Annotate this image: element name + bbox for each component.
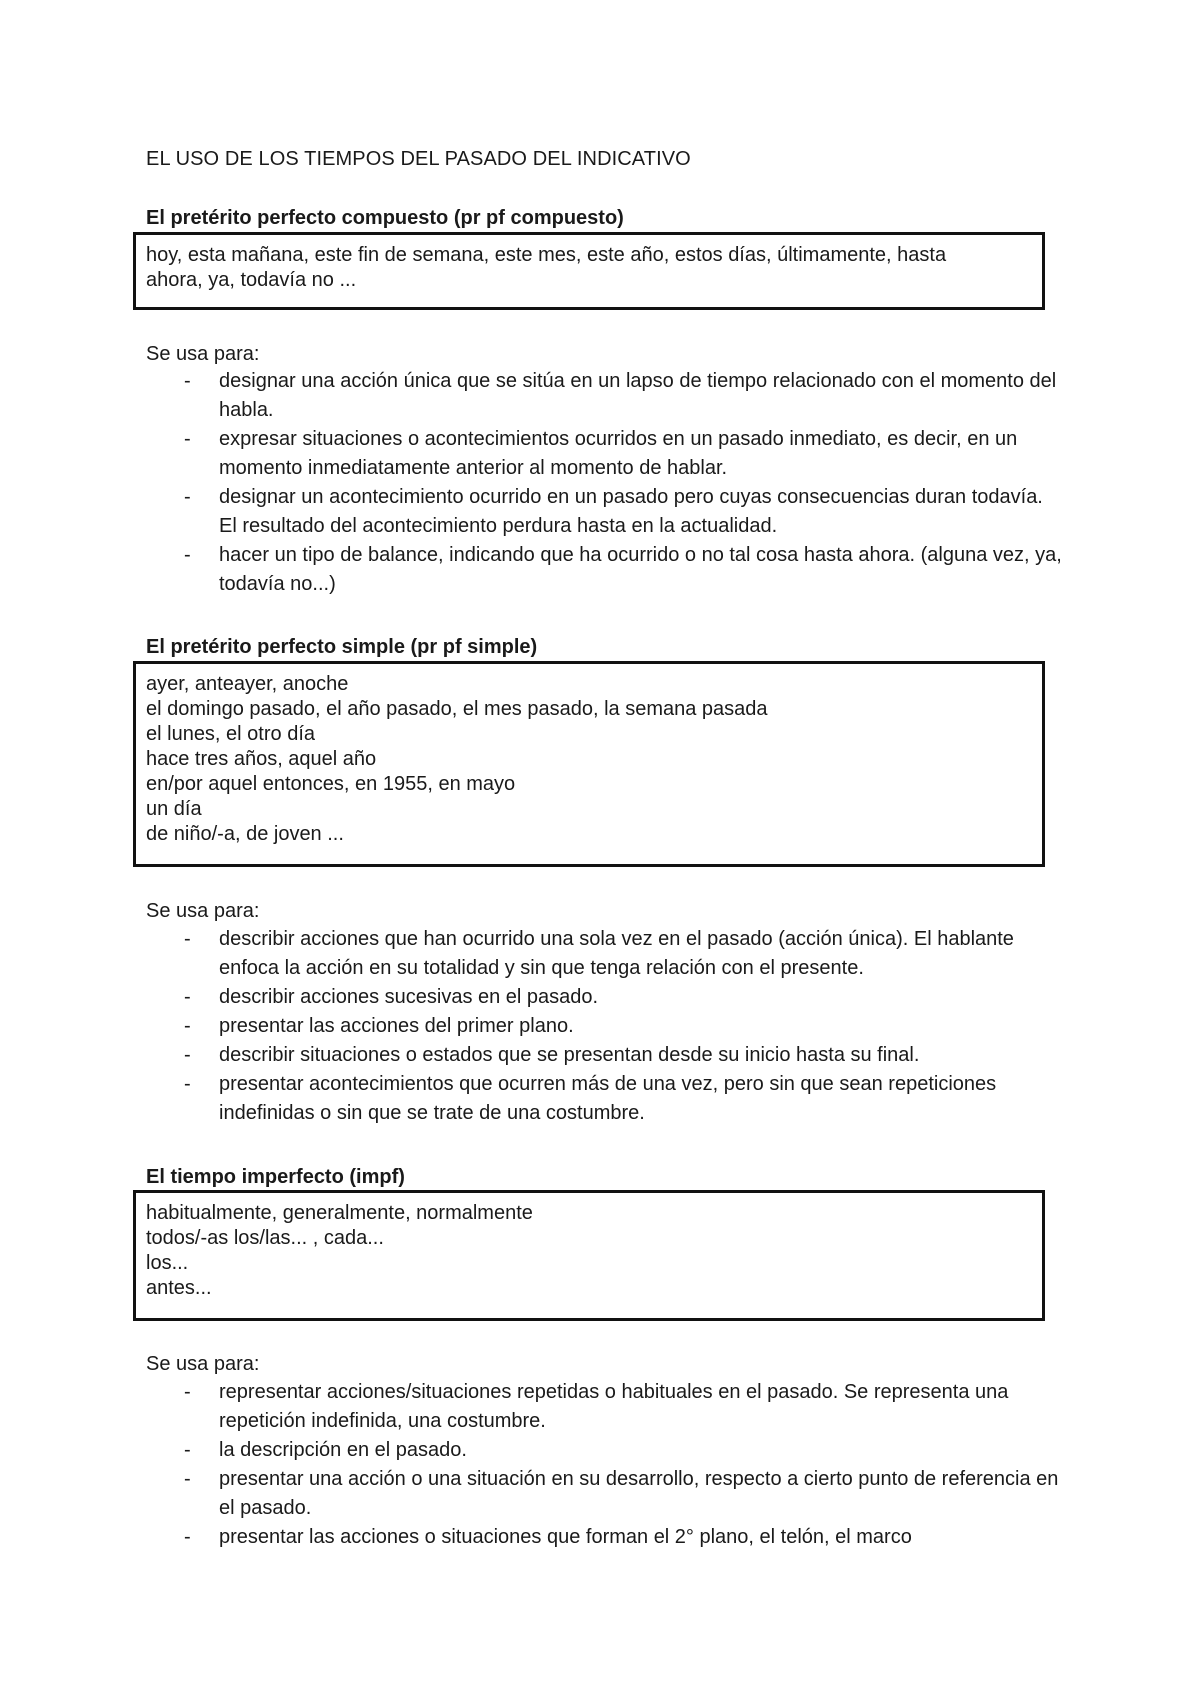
list-item	[146, 1041, 1066, 1070]
list-item-text: representar acciones/situaciones repetidas o habituales en el pasado. Se representa una repetición indefinida, una costumbre.	[219, 1381, 1009, 1432]
box-line: los...	[146, 1252, 189, 1274]
uses-list-perfecto-compuesto	[146, 367, 1066, 599]
dash-bullet: -	[184, 1044, 191, 1066]
section-heading-imperfecto: El tiempo imperfecto (impf)	[146, 1166, 405, 1188]
box-line: un día	[146, 798, 202, 820]
dash-bullet: -	[184, 1526, 191, 1548]
box-line: hoy, esta mañana, este fin de semana, este mes, este año, estos días, últimamente, hasta	[146, 244, 947, 266]
box-line: habitualmente, generalmente, normalmente	[146, 1202, 533, 1224]
dash-bullet: -	[184, 1073, 191, 1095]
box-line: hace tres años, aquel año	[146, 748, 377, 770]
keywords-box-perfecto-simple	[133, 661, 1045, 867]
uses-label: Se usa para:	[146, 1353, 260, 1375]
list-item-text: describir situaciones o estados que se presentan desde su inicio hasta su final.	[219, 1044, 920, 1066]
dash-bullet: -	[184, 1381, 191, 1403]
uses-label: Se usa para:	[146, 900, 260, 922]
list-item-text: presentar una acción o una situación en su desarrollo, respecto a cierto punto de referencia en el pasado.	[219, 1468, 1059, 1519]
list-item	[146, 1523, 1066, 1552]
list-item-text: designar una acción única que se sitúa en un lapso de tiempo relacionado con el momento del habla.	[219, 370, 1057, 421]
box-line: en/por aquel entonces, en 1955, en mayo	[146, 773, 516, 795]
dash-bullet: -	[184, 544, 191, 566]
box-line: todos/-as los/las... , cada...	[146, 1227, 384, 1249]
list-item	[146, 541, 1066, 599]
box-line: ahora, ya, todavía no ...	[146, 269, 357, 291]
dash-bullet: -	[184, 1439, 191, 1461]
dash-bullet: -	[184, 1468, 191, 1490]
dash-bullet: -	[184, 486, 191, 508]
list-item-text: presentar acontecimientos que ocurren más de una vez, pero sin que sean repeticiones indefinidas o sin que se trate de una costumbre.	[219, 1073, 997, 1124]
dash-bullet: -	[184, 1015, 191, 1037]
uses-list-perfecto-simple	[146, 925, 1066, 1128]
dash-bullet: -	[184, 986, 191, 1008]
box-line: ayer, anteayer, anoche	[146, 673, 349, 695]
box-line: antes...	[146, 1277, 212, 1299]
dash-bullet: -	[184, 428, 191, 450]
list-item-text: describir acciones que han ocurrido una sola vez en el pasado (acción única). El hablante enfoca la acción en su totalidad y sin que tenga relación con el presente.	[219, 928, 1014, 979]
list-item-text: designar un acontecimiento ocurrido en un pasado pero cuyas consecuencias duran todavía. El resultado del acontecimiento perdura hasta en la actualidad.	[219, 486, 1043, 537]
list-item	[146, 483, 1066, 541]
list-item	[146, 1436, 1066, 1465]
list-item	[146, 925, 1066, 983]
box-line: de niño/-a, de joven ...	[146, 823, 344, 845]
list-item-text: hacer un tipo de balance, indicando que ha ocurrido o no tal cosa hasta ahora. (alguna vez, ya, todavía no...)	[219, 544, 1062, 595]
list-item	[146, 367, 1066, 425]
box-line: el domingo pasado, el año pasado, el mes pasado, la semana pasada	[146, 698, 768, 720]
dash-bullet: -	[184, 928, 191, 950]
list-item	[146, 1465, 1066, 1523]
list-item-text: presentar las acciones del primer plano.	[219, 1015, 574, 1037]
list-item-text: la descripción en el pasado.	[219, 1439, 467, 1461]
section-heading-perfecto-simple: El pretérito perfecto simple (pr pf simple)	[146, 636, 538, 658]
list-item	[146, 1378, 1066, 1436]
list-item	[146, 425, 1066, 483]
list-item	[146, 983, 1066, 1012]
list-item	[146, 1012, 1066, 1041]
document-title: EL USO DE LOS TIEMPOS DEL PASADO DEL INDICATIVO	[146, 148, 691, 170]
uses-label: Se usa para:	[146, 343, 260, 365]
list-item-text: describir acciones sucesivas en el pasado.	[219, 986, 599, 1008]
box-line: el lunes, el otro día	[146, 723, 315, 745]
list-item-text: presentar las acciones o situaciones que forman el 2° plano, el telón, el marco	[219, 1526, 912, 1548]
section-heading-perfecto-compuesto: El pretérito perfecto compuesto (pr pf compuesto)	[146, 207, 624, 229]
dash-bullet: -	[184, 370, 191, 392]
uses-list-imperfecto	[146, 1378, 1066, 1552]
list-item	[146, 1070, 1066, 1128]
keywords-box-perfecto-compuesto	[133, 232, 1045, 310]
keywords-box-imperfecto	[133, 1190, 1045, 1321]
list-item-text: expresar situaciones o acontecimientos ocurridos en un pasado inmediato, es decir, en un momento inmediatamente anterior al momento de hablar.	[219, 428, 1018, 479]
